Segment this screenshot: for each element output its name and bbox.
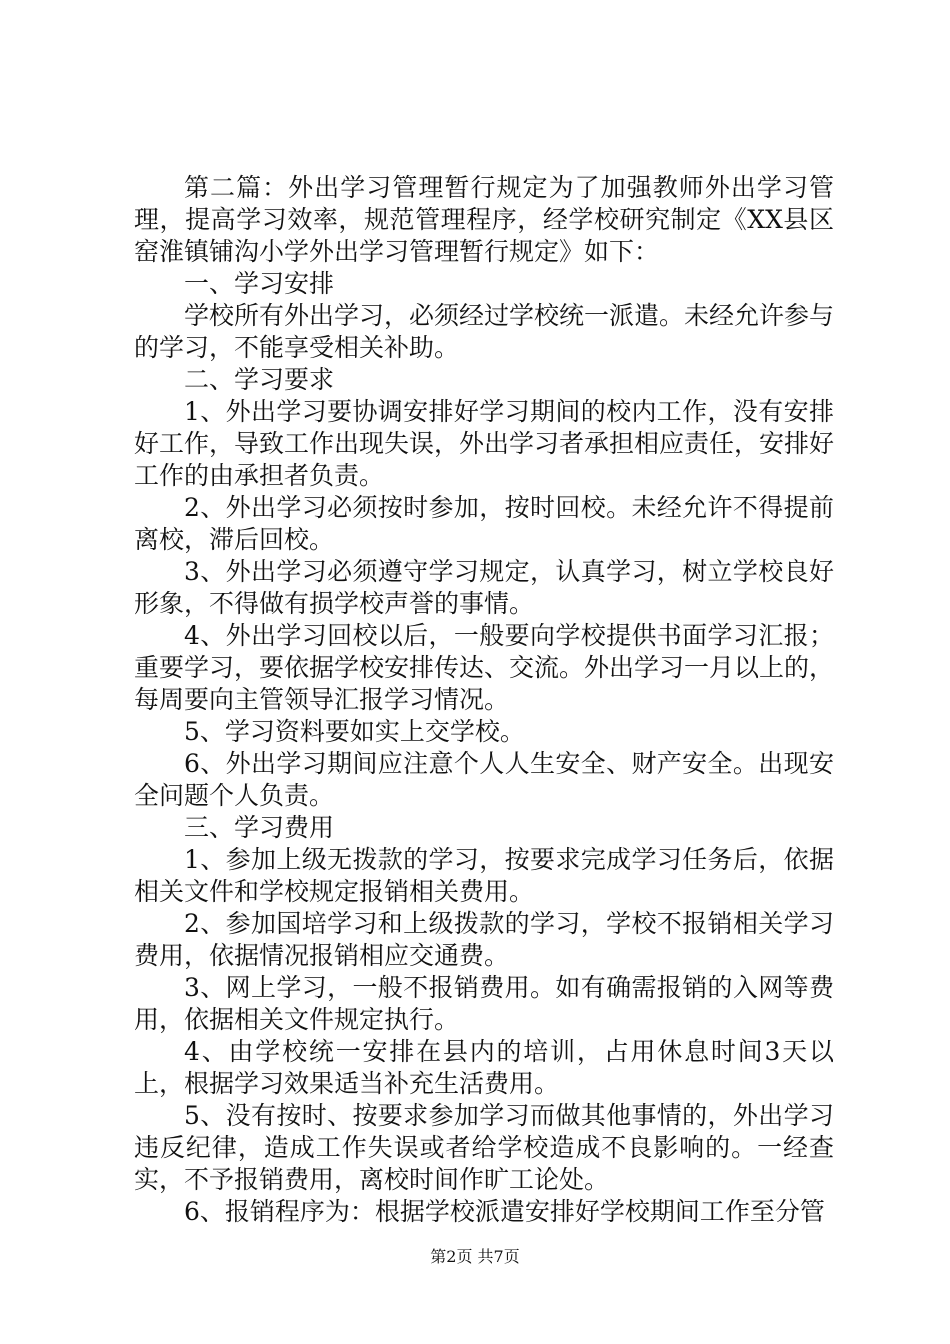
paragraph: 4、外出学习回校以后，一般要向学校提供书面学习汇报；重要学习，要依据学校安排传达、交流。外出学习一月以上的，每周要向主管领导汇报学习情况。 — [134, 621, 835, 714]
paragraph: 6、报销程序为：根据学校派遣安排好学校期间工作至分管 — [184, 1197, 825, 1226]
paragraph: 学校所有外出学习，必须经过学校统一派遣。未经允许参与的学习，不能享受相关补助。 — [134, 301, 835, 362]
section-heading-1: 一、学习安排 — [184, 269, 335, 298]
paragraph: 5、没有按时、按要求参加学习而做其他事情的，外出学习违反纪律，造成工作失误或者给学校造成不良影响的。一经查实，不予报销费用，离校时间作旷工论处。 — [134, 1101, 834, 1194]
paragraph: 2、参加国培学习和上级拨款的学习，学校不报销相关学习费用，依据情况报销相应交通费。 — [134, 909, 834, 970]
section-heading-3: 三、学习费用 — [184, 813, 335, 842]
paragraph: 2、外出学习必须按时参加，按时回校。未经允许不得提前离校，滞后回校。 — [134, 493, 834, 554]
paragraph: 5、学习资料要如实上交学校。 — [184, 717, 525, 746]
paragraph: 6、外出学习期间应注意个人人生安全、财产安全。出现安全问题个人负责。 — [134, 749, 834, 810]
paragraph: 3、外出学习必须遵守学习规定，认真学习，树立学校良好形象，不得做有损学校声誉的事情。 — [134, 557, 834, 618]
page-number-footer: 第2页 共7页 — [430, 1247, 520, 1266]
paragraph-intro: 第二篇：外出学习管理暂行规定为了加强教师外出学习管理，提高学习效率，规范管理程序，经学校研究制定《XX县区窑淮镇铺沟小学外出学习管理暂行规定》如下： — [134, 173, 834, 266]
paragraph: 1、外出学习要协调安排好学习期间的校内工作，没有安排好工作，导致工作出现失误，外出学习者承担相应责任，安排好工作的由承担者负责。 — [134, 397, 835, 490]
paragraph: 4、由学校统一安排在县内的培训，占用休息时间3天以上，根据学习效果适当补充生活费用。 — [134, 1037, 834, 1098]
section-heading-2: 二、学习要求 — [184, 365, 335, 394]
paragraph: 3、网上学习，一般不报销费用。如有确需报销的入网等费用，依据相关文件规定执行。 — [134, 973, 834, 1034]
paragraph: 1、参加上级无拨款的学习，按要求完成学习任务后，依据相关文件和学校规定报销相关费用。 — [134, 845, 834, 906]
document-body — [134, 172, 834, 1228]
